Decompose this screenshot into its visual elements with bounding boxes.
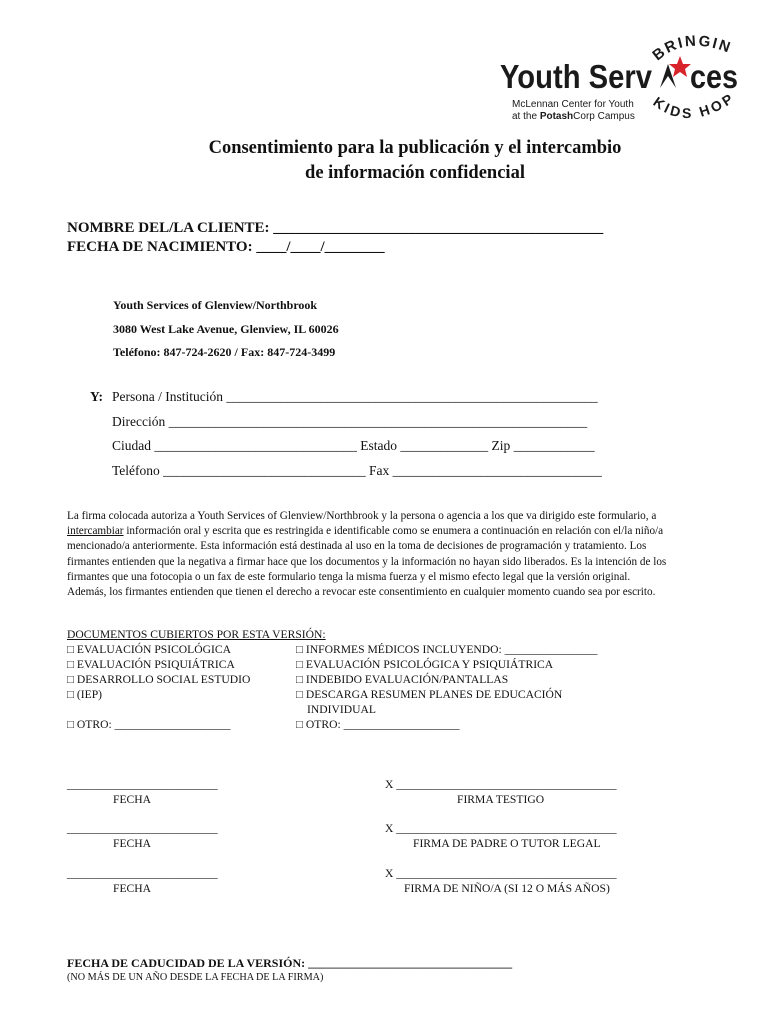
document-checkbox-item[interactable]: □ DESCARGA RESUMEN PLANES DE EDUCACIÓN [296, 688, 563, 701]
document-checkbox-item[interactable]: □ DESARROLLO SOCIAL ESTUDIO [67, 673, 251, 686]
checkbox-icon[interactable]: □ [67, 718, 75, 731]
agency-address: 3080 West Lake Avenue, Glenview, IL 60026 [113, 322, 339, 336]
document-checkbox-item[interactable]: □ EVALUACIÓN PSICOLÓGICA Y PSIQUIÁTRICA [296, 658, 554, 671]
logo-arc-bottom: KIDS HOP [650, 88, 739, 122]
star-icon [669, 56, 691, 77]
recipient-person-field[interactable]: Persona / Institución _______________________________________________________ [112, 389, 598, 404]
youth-services-logo [500, 28, 745, 133]
signature-label-guardian: FIRMA DE PADRE O TUTOR LEGAL [413, 837, 601, 850]
expiry-date-field[interactable]: FECHA DE CADUCIDAD DE LA VERSIÓN: __________________________________ [67, 956, 513, 970]
checkbox-icon[interactable]: □ [296, 643, 304, 656]
signature-label-witness: FIRMA TESTIGO [457, 793, 545, 806]
date-line[interactable]: __________________________ [67, 822, 218, 835]
logo-arc-top: BRINGIN [649, 32, 735, 65]
signature-line-witness[interactable]: X ______________________________________ [385, 778, 617, 791]
date-line[interactable]: __________________________ [67, 867, 218, 880]
recipient-address-field[interactable]: Dirección ______________________________________________________________ [112, 414, 588, 429]
logo-brand-left: Youth Serv [500, 58, 653, 95]
document-checkbox-item[interactable]: □ EVALUACIÓN PSICOLÓGICA [67, 643, 231, 656]
document-checkbox-item[interactable]: □ EVALUACIÓN PSIQUIÁTRICA [67, 658, 235, 671]
recipient-city-field[interactable]: Ciudad ______________________________ Estado _____________ Zip ____________ [112, 438, 595, 453]
client-name-field[interactable]: NOMBRE DEL/LA CLIENTE: ____________________________________________ [67, 220, 604, 236]
document-checkbox-other[interactable]: □ OTRO: ____________________ [296, 718, 460, 731]
document-item-continuation: INDIVIDUAL [307, 703, 376, 716]
document-checkbox-item[interactable]: □ INFORMES MÉDICOS INCLUYENDO: ________________ [296, 643, 598, 656]
signature-line-child[interactable]: X ______________________________________ [385, 867, 617, 880]
checkbox-icon[interactable]: □ [67, 688, 75, 701]
signature-line-guardian[interactable]: X ______________________________________ [385, 822, 617, 835]
date-line[interactable]: __________________________ [67, 778, 218, 791]
authorization-paragraph: La firma colocada autoriza a Youth Services of Glenview/Northbrook y la persona o agencia a los que va dirigido este formulario, a intercambiar información oral y escrita que es restringida e identificable como se enumera a continuación en relación con el/la niño/a mencionado/a anteriormente. Esta información está destinada al uso en la toma de decisiones de programación y tratamiento. Los firmantes entienden que la negativa a firmar hace que los documentos y la información no hayan sido liberados. Es la intención de los firmantes que una fotocopia o un fax de este formulario tenga la misma fuerza y el mismo efecto legal que la versión original. Además, los firmantes entienden que tienen el derecho a revocar este consentimiento en cualquier momento cuando sea por escrito. [67, 510, 667, 599]
document-checkbox-item[interactable]: □ INDEBIDO EVALUACIÓN/PANTALLAS [296, 673, 509, 686]
date-label: FECHA [113, 882, 152, 895]
page-title-line-1: Consentimiento para la publicación y el intercambio [208, 138, 622, 158]
checkbox-icon[interactable]: □ [296, 688, 304, 701]
logo-brand-right: ces [690, 58, 738, 95]
date-label: FECHA [113, 793, 152, 806]
recipient-y-label: Y: [90, 389, 104, 404]
recipient-phone-field[interactable]: Teléfono ______________________________ Fax _______________________________ [112, 463, 602, 478]
date-of-birth-field[interactable]: FECHA DE NACIMIENTO: ____/____/________ [67, 239, 385, 255]
agency-name: Youth Services of Glenview/Northbrook [113, 298, 318, 312]
checkbox-icon[interactable]: □ [67, 658, 75, 671]
logo-subtitle-2: at the PotashCorp Campus [512, 111, 635, 122]
document-checkbox-other[interactable]: □ OTRO: ____________________ [67, 718, 231, 731]
date-label: FECHA [113, 837, 152, 850]
checkbox-icon[interactable]: □ [296, 718, 304, 731]
documents-heading: DOCUMENTOS CUBIERTOS POR ESTA VERSIÓN: [67, 628, 326, 641]
agency-phone: Teléfono: 847-724-2620 / Fax: 847-724-3499 [113, 345, 336, 359]
checkbox-icon[interactable]: □ [296, 673, 304, 686]
logo-subtitle-1: McLennan Center for Youth [512, 99, 634, 110]
logo-graphic [500, 28, 745, 133]
page-title-line-2: de información confidencial [305, 163, 525, 183]
checkbox-icon[interactable]: □ [67, 673, 75, 686]
checkbox-icon[interactable]: □ [296, 658, 304, 671]
signature-label-child: FIRMA DE NIÑO/A (SI 12 O MÁS AÑOS) [404, 882, 610, 895]
checkbox-icon[interactable]: □ [67, 643, 75, 656]
expiry-note: (NO MÁS DE UN AÑO DESDE LA FECHA DE LA FIRMA) [67, 972, 324, 983]
document-checkbox-item[interactable]: □ (IEP) [67, 688, 103, 701]
